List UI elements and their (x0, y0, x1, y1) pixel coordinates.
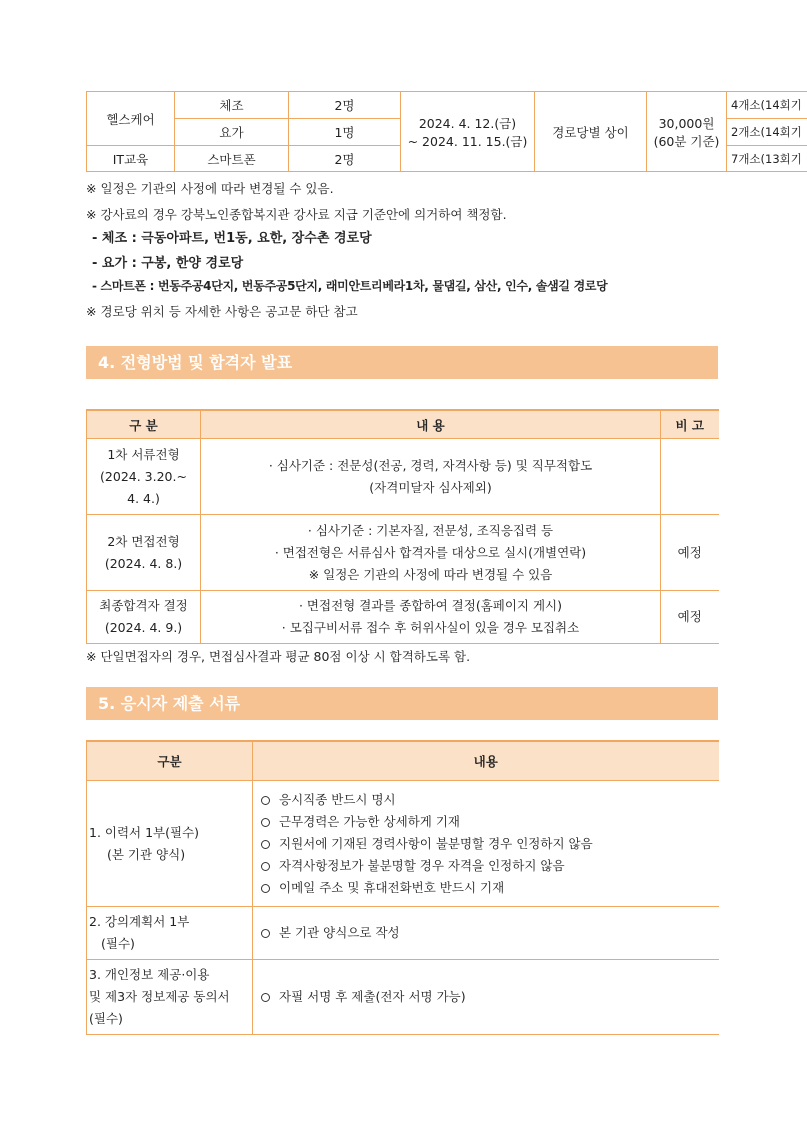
list-item: 이메일 주소 및 휴대전화번호 반드시 기재 (261, 877, 719, 899)
list-item: 본 기관 양식으로 작성 (261, 922, 719, 944)
column-header: 구분 (87, 741, 253, 781)
site-list-exercise: - 체조 : 극동아파트, 번1동, 요한, 장수촌 경로당 (92, 231, 372, 246)
table-header-row (87, 410, 719, 439)
fee-amount-cell: 30,000원 (60분 기준) (647, 92, 727, 172)
list-item: 근무경력은 가능한 상세하게 기재 (261, 811, 719, 833)
list-item: 지원서에 기재된 경력사항이 불분명할 경우 인정하지 않음 (261, 833, 719, 855)
column-header: 내용 (253, 741, 719, 781)
period-cell: 2024. 4. 12.(금) ~ 2024. 11. 15.(금) (401, 92, 535, 172)
remark-cell: 예정 (661, 591, 719, 644)
section-header (86, 346, 718, 379)
requirements-cell (253, 960, 719, 1035)
location-note: ※ 경로당 위치 등 자세한 사항은 공고문 하단 참고 (86, 304, 358, 319)
circle-bullet-icon (261, 840, 270, 849)
interview-note: ※ 단일면접자의 경우, 면접심사결과 평균 80점 이상 시 합격하도록 함. (86, 649, 471, 664)
content-cell: · 심사기준 : 기본자질, 전문성, 조직응집력 등 · 면접전형은 서류심사 합격자를 대상으로 실시(개별연락) ※ 일정은 기관의 사정에 따라 변경될 수 있음 (201, 515, 661, 591)
site-cell: 4개소(14회기 (727, 92, 807, 119)
circle-bullet-icon (261, 862, 270, 871)
fee-note: ※ 강사료의 경우 강북노인종합복지관 강사료 지급 기준안에 의거하여 책정함. (86, 207, 507, 222)
site-list-yoga: - 요가 : 구봉, 한양 경로당 (92, 256, 244, 271)
program-cell: 스마트폰 (175, 146, 289, 172)
schedule-table (86, 91, 807, 172)
table-row (87, 781, 719, 907)
selection-table (86, 409, 719, 644)
column-header: 비 고 (661, 410, 719, 439)
circle-bullet-icon (261, 884, 270, 893)
table-row (87, 907, 719, 960)
program-cell: 요가 (175, 119, 289, 146)
column-header: 구 분 (87, 410, 201, 439)
list-item: 자필 서명 후 제출(전자 서명 가능) (261, 986, 719, 1008)
documents-table (86, 740, 719, 1035)
stage-cell: 1차 서류전형 (2024. 3.20.~ 4. 4.) (87, 439, 201, 515)
table-row (87, 960, 719, 1035)
remark-cell: 예정 (661, 515, 719, 591)
section-title: 4. 전형방법 및 합격자 발표 (98, 353, 293, 372)
content-cell: · 심사기준 : 전문성(전공, 경력, 자격사항 등) 및 직무적합도 (자격미달자 심사제외) (201, 439, 661, 515)
count-cell: 1명 (289, 119, 401, 146)
stage-cell: 2차 면접전형 (2024. 4. 8.) (87, 515, 201, 591)
count-cell: 2명 (289, 146, 401, 172)
requirements-cell (253, 781, 719, 907)
list-item: 응시직종 반드시 명시 (261, 789, 719, 811)
program-cell: 체조 (175, 92, 289, 119)
document-cell: 2. 강의계획서 1부 (필수) (87, 907, 253, 960)
table-row (87, 591, 719, 644)
schedule-note: ※ 일정은 기관의 사정에 따라 변경될 수 있음. (86, 181, 334, 196)
list-item: 자격사항정보가 불분명할 경우 자격을 인정하지 않음 (261, 855, 719, 877)
table-row (87, 92, 807, 119)
remark-cell (661, 439, 719, 515)
category-cell: IT교육 (87, 146, 175, 172)
document-cell: 1. 이력서 1부(필수) (본 기관 양식) (87, 781, 253, 907)
circle-bullet-icon (261, 796, 270, 805)
circle-bullet-icon (261, 993, 270, 1002)
circle-bullet-icon (261, 929, 270, 938)
content-cell: · 면접전형 결과를 종합하여 결정(홈페이지 게시) · 모집구비서류 접수 후 허위사실이 있을 경우 모집취소 (201, 591, 661, 644)
document-cell: 3. 개인정보 제공·이용 및 제3자 정보제공 동의서 (필수) (87, 960, 253, 1035)
circle-bullet-icon (261, 818, 270, 827)
table-row (87, 439, 719, 515)
count-cell: 2명 (289, 92, 401, 119)
site-cell: 2개소(14회기 (727, 119, 807, 146)
site-cell: 7개소(13회기 (727, 146, 807, 172)
site-list-smartphone: - 스마트폰 : 번동주공4단지, 번동주공5단지, 래미안트리베라1차, 물댐길, 삼산, 인수, 솔샘길 경로당 (92, 279, 608, 293)
table-header-row (87, 741, 719, 781)
section-header (86, 687, 718, 720)
column-header: 내 용 (201, 410, 661, 439)
category-cell: 헬스케어 (87, 92, 175, 146)
section-title: 5. 응시자 제출 서류 (98, 694, 241, 713)
requirements-cell (253, 907, 719, 960)
table-row (87, 515, 719, 591)
stage-cell: 최종합격자 결정 (2024. 4. 9.) (87, 591, 201, 644)
location-cell: 경로당별 상이 (535, 92, 647, 172)
